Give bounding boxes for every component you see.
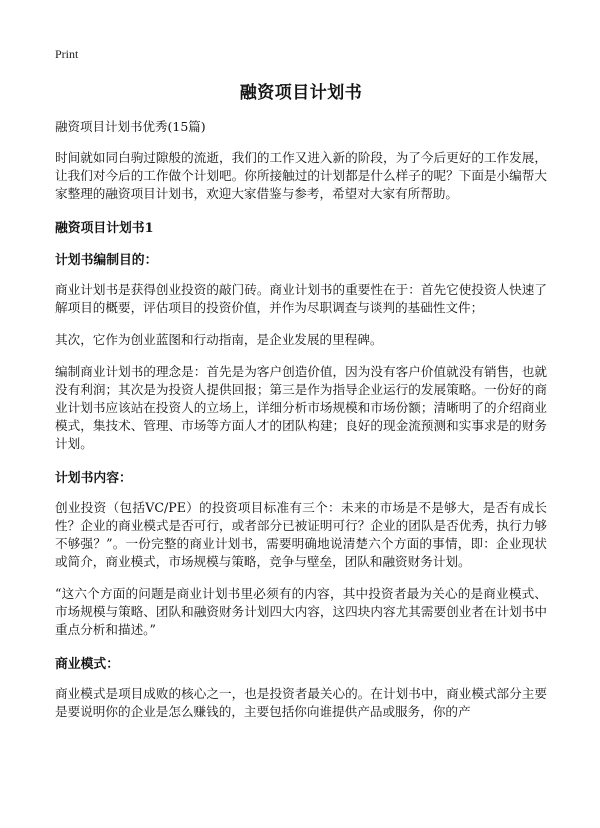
document-page xyxy=(55,78,547,747)
section-heading-business-model: 商业模式： xyxy=(55,657,119,672)
section-heading-plan-1: 融资项目计划书1 xyxy=(55,221,154,236)
purpose-paragraph-1: 商业计划书是获得创业投资的敲门砖。商业计划书的重要性在于：首先它使投资人快速了解项目的概要，评估项目的投资价值，并作为尽职调查与谈判的基础性文件； xyxy=(55,282,547,315)
purpose-paragraph-2: 其次，它作为创业蓝图和行动指南，是企业发展的里程碑。 xyxy=(55,332,383,347)
business-model-container xyxy=(55,685,547,747)
content-paragraph-2: “这六个方面的问题是商业计划书里必须有的内容，其中投资者最为关心的是商业模式、市场规模与策略、团队和融资财务计划四大内容，这四块内容尤其需要创业者在计划书中重点分析和描述。” xyxy=(55,586,547,637)
section-heading-content: 计划书内容： xyxy=(55,471,132,486)
document-title: 融资项目计划书 xyxy=(239,83,363,103)
purpose-paragraph-3: 编制商业计划书的理念是：首先是为客户创造价值，因为没有客户价值就没有销售，也就没有利润；其次是为投资人提供回报；第三是作为指导企业运行的发展策略。一份好的商业计划书应该站在投资人的立场上，详细分析市场规模和市场份额；清晰明了的介绍商业模式，集技术、管理、市场等方面人才的团队构建；良好的现金流预测和实事求是的财务计划。 xyxy=(55,364,547,451)
content-paragraph-1: 创业投资（包括VC/PE）的投资项目标准有三个：未来的市场是不是够大，是否有成长性？企业的商业模式是否可行，或者部分已被证明可行？企业的团队是否优秀，执行力够不够强？”。一份完整的商业计划书，需要明确地说清楚六个方面的事情，即：企业现状或简介，商业模式，市场规模与策略，竞争与壁垒，团队和融资财务计划。 xyxy=(55,500,547,569)
document-subtitle: 融资项目计划书优秀(15篇) xyxy=(55,119,206,134)
business-model-paragraph: 商业模式是项目成败的核心之一，也是投资者最关心的。在计划书中，商业模式部分主要是要说明你的企业是怎么赚钱的，主要包括你向谁提供产品或服务，你的产 xyxy=(55,686,547,719)
intro-paragraph: 时间就如同白驹过隙般的流逝，我们的工作又进入新的阶段，为了今后更好的工作发展，让我们对今后的工作做个计划吧。你所接触过的计划都是什么样子的呢？下面是小编帮大家整理的融资项目计划书，欢迎大家借鉴与参考，希望对大家有所帮助。 xyxy=(55,150,547,201)
section-heading-purpose: 计划书编制目的： xyxy=(55,253,158,268)
print-label[interactable]: Print xyxy=(55,47,79,61)
